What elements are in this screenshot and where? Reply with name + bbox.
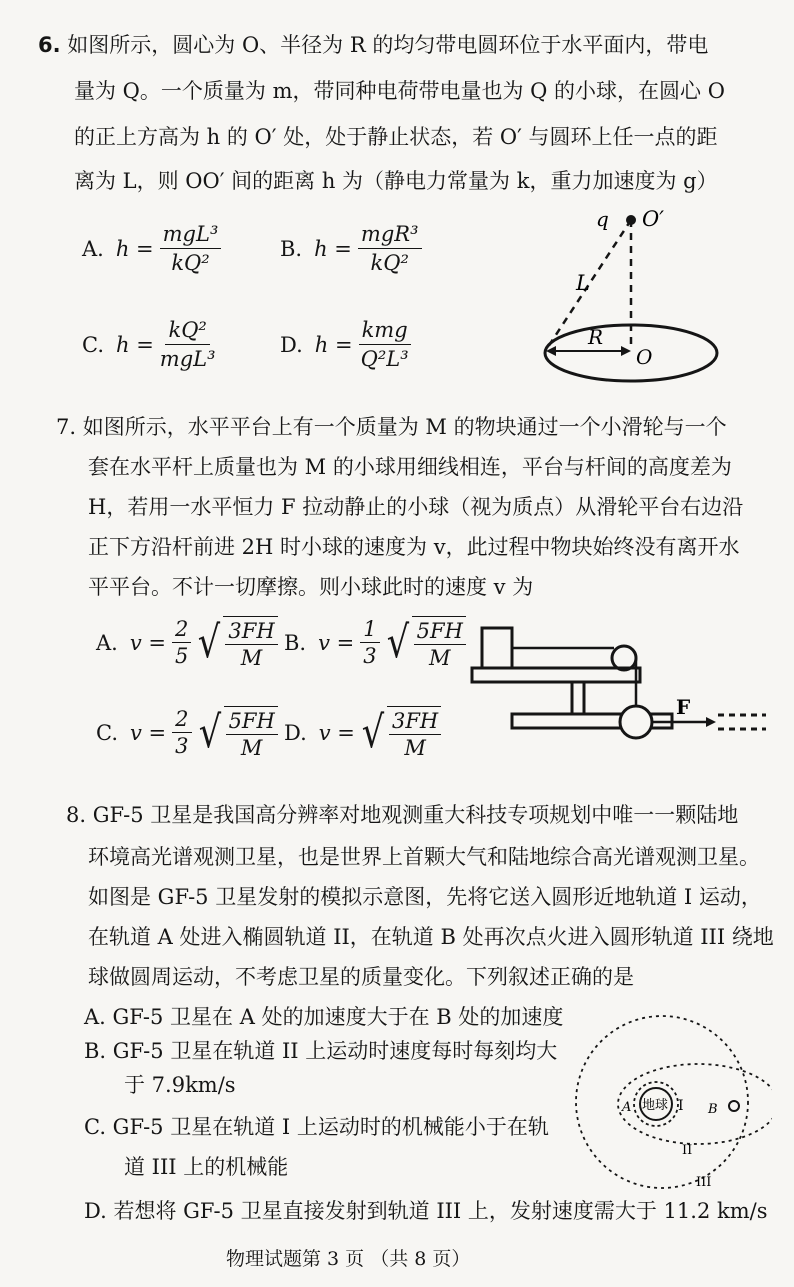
q7-pulley-figure bbox=[466, 614, 772, 774]
q7-option-d bbox=[284, 706, 441, 759]
q7-option-b bbox=[284, 616, 466, 669]
q6-line-4: 离为 L，则 OO′ 间的距离 h 为（静电力常量为 k，重力加速度为 g） bbox=[74, 169, 718, 193]
q6-line-2: 量为 Q。一个质量为 m，带同种电荷带电量也为 Q 的小球，在圆心 O bbox=[74, 79, 725, 103]
q6-option-c-fraction bbox=[160, 318, 216, 371]
q7-line-4: 正下方沿杆前进 2H 时小球的速度为 v，此过程中物块始终没有离开水 bbox=[88, 535, 740, 559]
q8-line-1 bbox=[66, 800, 738, 830]
label-L: L bbox=[576, 271, 590, 295]
q6-option-a-numerator: mgL³ bbox=[160, 222, 222, 249]
label-F: F bbox=[676, 695, 691, 719]
q7-option-d-rad-num: 3FH bbox=[389, 710, 441, 735]
q7-option-d-lhs: v = bbox=[318, 720, 355, 745]
q8-option-c-cont: 道 III 上的机械能 bbox=[124, 1155, 289, 1179]
q7-option-a-sqrt: √ $\frac{3FH}{M}$ bbox=[195, 616, 277, 669]
q6-option-c-lhs: h = bbox=[116, 332, 154, 357]
q8-line-5: 球做圆周运动，不考虑卫星的质量变化。下列叙述正确的是 bbox=[88, 965, 634, 989]
label-q: q bbox=[596, 207, 609, 231]
q7-option-a-coef bbox=[172, 618, 191, 667]
q7-line-1 bbox=[56, 412, 727, 442]
label-O: O bbox=[636, 345, 653, 369]
q6-option-b-lhs: h = bbox=[314, 236, 352, 261]
q6-option-d-lhs: h = bbox=[314, 332, 353, 357]
q7-option-c-coef bbox=[172, 708, 191, 757]
platform bbox=[472, 668, 640, 682]
label-A: A bbox=[622, 1100, 632, 1115]
q7-option-a-rad-den: M bbox=[240, 646, 263, 670]
q7-option-b-rad-num: 5FH bbox=[414, 620, 466, 645]
force-arrowhead bbox=[706, 717, 716, 727]
q6-text-1: 如图所示，圆心为 O、半径为 R 的均匀带电圆环位于水平面内，带电 bbox=[67, 33, 709, 57]
q8-number: 8. bbox=[66, 803, 87, 827]
q6-option-c-denominator: mgL³ bbox=[159, 347, 216, 371]
q7-line-5: 平平台。不计一切摩擦。则小球此时的速度 v 为 bbox=[88, 575, 534, 599]
q6-option-c-numerator: kQ² bbox=[165, 318, 209, 345]
q7-option-c bbox=[96, 706, 278, 759]
q7-option-a-lhs: v = bbox=[129, 630, 166, 655]
ring-ellipse bbox=[545, 325, 717, 381]
q6-option-b bbox=[280, 222, 422, 275]
label-R: R bbox=[588, 325, 604, 349]
q6-option-c-label: C. bbox=[82, 332, 104, 357]
q7-line-2: 套在水平杆上质量也为 M 的小球用细线相连，平台与杆间的高度差为 bbox=[88, 455, 732, 479]
q6-option-b-denominator: kQ² bbox=[370, 251, 409, 275]
q7-option-a-rad-num: 3FH bbox=[225, 620, 277, 645]
pulley bbox=[612, 646, 636, 670]
q7-number: 7. bbox=[56, 415, 77, 439]
q7-option-c-coef-den: 3 bbox=[175, 734, 189, 758]
q7-option-a-label: A. bbox=[96, 630, 118, 655]
q6-option-d bbox=[280, 318, 411, 371]
q7-option-b-lhs: v = bbox=[318, 630, 355, 655]
q7-option-d-label: D. bbox=[284, 720, 307, 745]
label-II: II bbox=[682, 1143, 693, 1158]
q6-option-d-numerator: kmg bbox=[359, 318, 411, 345]
q7-option-d-sqrt: √ $\frac{3FH}{M}$ bbox=[359, 706, 441, 759]
label-III: III bbox=[696, 1175, 712, 1190]
q7-option-c-coef-num: 2 bbox=[172, 708, 191, 733]
label-I: I bbox=[678, 1098, 684, 1114]
q6-option-a-label: A. bbox=[82, 236, 104, 261]
charged-ball bbox=[626, 215, 636, 225]
q7-option-b-coef bbox=[360, 618, 379, 667]
small-ball bbox=[620, 706, 652, 738]
q7-option-b-rad-den: M bbox=[429, 646, 451, 670]
label-B: B bbox=[708, 1102, 718, 1117]
q7-option-b-coef-den: 3 bbox=[363, 644, 377, 668]
q7-option-c-rad-den: M bbox=[240, 736, 263, 760]
block-M bbox=[482, 628, 512, 668]
q6-option-a-fraction bbox=[160, 222, 222, 275]
q8-option-b-cont: 于 7.9km/s bbox=[124, 1073, 236, 1097]
label-o-prime: O′ bbox=[642, 207, 664, 231]
q7-line-3: H，若用一水平恒力 F 拉动静止的小球（视为质点）从滑轮平台右边沿 bbox=[88, 495, 744, 519]
q7-option-a-coef-den: 5 bbox=[174, 644, 189, 668]
q7-option-b-coef-num: 1 bbox=[360, 618, 379, 643]
q6-option-b-fraction bbox=[358, 222, 422, 275]
q6-option-d-fraction bbox=[359, 318, 411, 371]
q6-line-3: 的正上方高为 h 的 O′ 处，处于静止状态，若 O′ 与圆环上任一点的距 bbox=[74, 125, 718, 149]
q8-option-b: B. GF-5 卫星在轨道 II 上运动时速度每时每刻均大 bbox=[84, 1039, 558, 1063]
q8-option-a: A. GF-5 卫星在 A 处的加速度大于在 B 处的加速度 bbox=[84, 1005, 564, 1029]
q8-option-c: C. GF-5 卫星在轨道 I 上运动时的机械能小于在轨 bbox=[84, 1115, 549, 1139]
q6-option-b-numerator: mgR³ bbox=[358, 222, 422, 249]
q6-option-d-denominator: Q²L³ bbox=[360, 347, 409, 371]
q8-line-2: 环境高光谱观测卫星，也是世界上首颗大气和陆地综合高光谱观测卫星。 bbox=[88, 845, 760, 869]
q7-text-1: 如图所示，水平平台上有一个质量为 M 的物块通过一个小滑轮与一个 bbox=[82, 415, 727, 439]
q6-option-c bbox=[82, 318, 216, 371]
label-earth: 地球 bbox=[642, 1098, 669, 1113]
page-footer: 物理试题第 3 页 （共 8 页） bbox=[226, 1248, 471, 1270]
q6-option-b-label: B. bbox=[280, 236, 303, 261]
q7-option-c-lhs: v = bbox=[130, 720, 167, 745]
q8-orbit-figure bbox=[566, 1010, 772, 1192]
q8-option-d: D. 若想将 GF-5 卫星直接发射到轨道 III 上，发射速度需大于 11.2 km/s bbox=[84, 1199, 768, 1223]
q8-text-1: GF-5 卫星是我国高分辨率对地观测重大科技专项规划中唯一一颗陆地 bbox=[92, 803, 739, 827]
radius-arrowhead-right bbox=[621, 346, 631, 356]
q6-ring-figure bbox=[536, 198, 756, 398]
q7-option-b-label: B. bbox=[284, 630, 307, 655]
q7-option-a bbox=[96, 616, 278, 669]
q6-option-d-label: D. bbox=[280, 332, 303, 357]
satellite bbox=[729, 1101, 739, 1111]
q7-option-c-sqrt: √ $\frac{5FH}{M}$ bbox=[196, 706, 278, 759]
q6-number: 6. bbox=[38, 33, 61, 57]
q7-option-d-rad-den: M bbox=[404, 736, 426, 760]
q7-option-c-label: C. bbox=[96, 720, 118, 745]
q7-option-c-rad-num: 5FH bbox=[226, 710, 278, 735]
q7-option-a-coef-num: 2 bbox=[172, 618, 191, 643]
q6-option-a-lhs: h = bbox=[115, 236, 154, 261]
q6-option-a-denominator: kQ² bbox=[171, 251, 210, 275]
q6-line-1 bbox=[38, 30, 708, 60]
q6-option-a bbox=[82, 222, 221, 275]
q8-line-3: 如图是 GF-5 卫星发射的模拟示意图，先将它送入圆形近地轨道 I 运动， bbox=[88, 885, 762, 909]
q8-line-4: 在轨道 A 处进入椭圆轨道 II，在轨道 B 处再次点火进入圆形轨道 III 绕地 bbox=[88, 925, 774, 949]
q7-option-b-sqrt: √ $\frac{5FH}{M}$ bbox=[384, 616, 466, 669]
